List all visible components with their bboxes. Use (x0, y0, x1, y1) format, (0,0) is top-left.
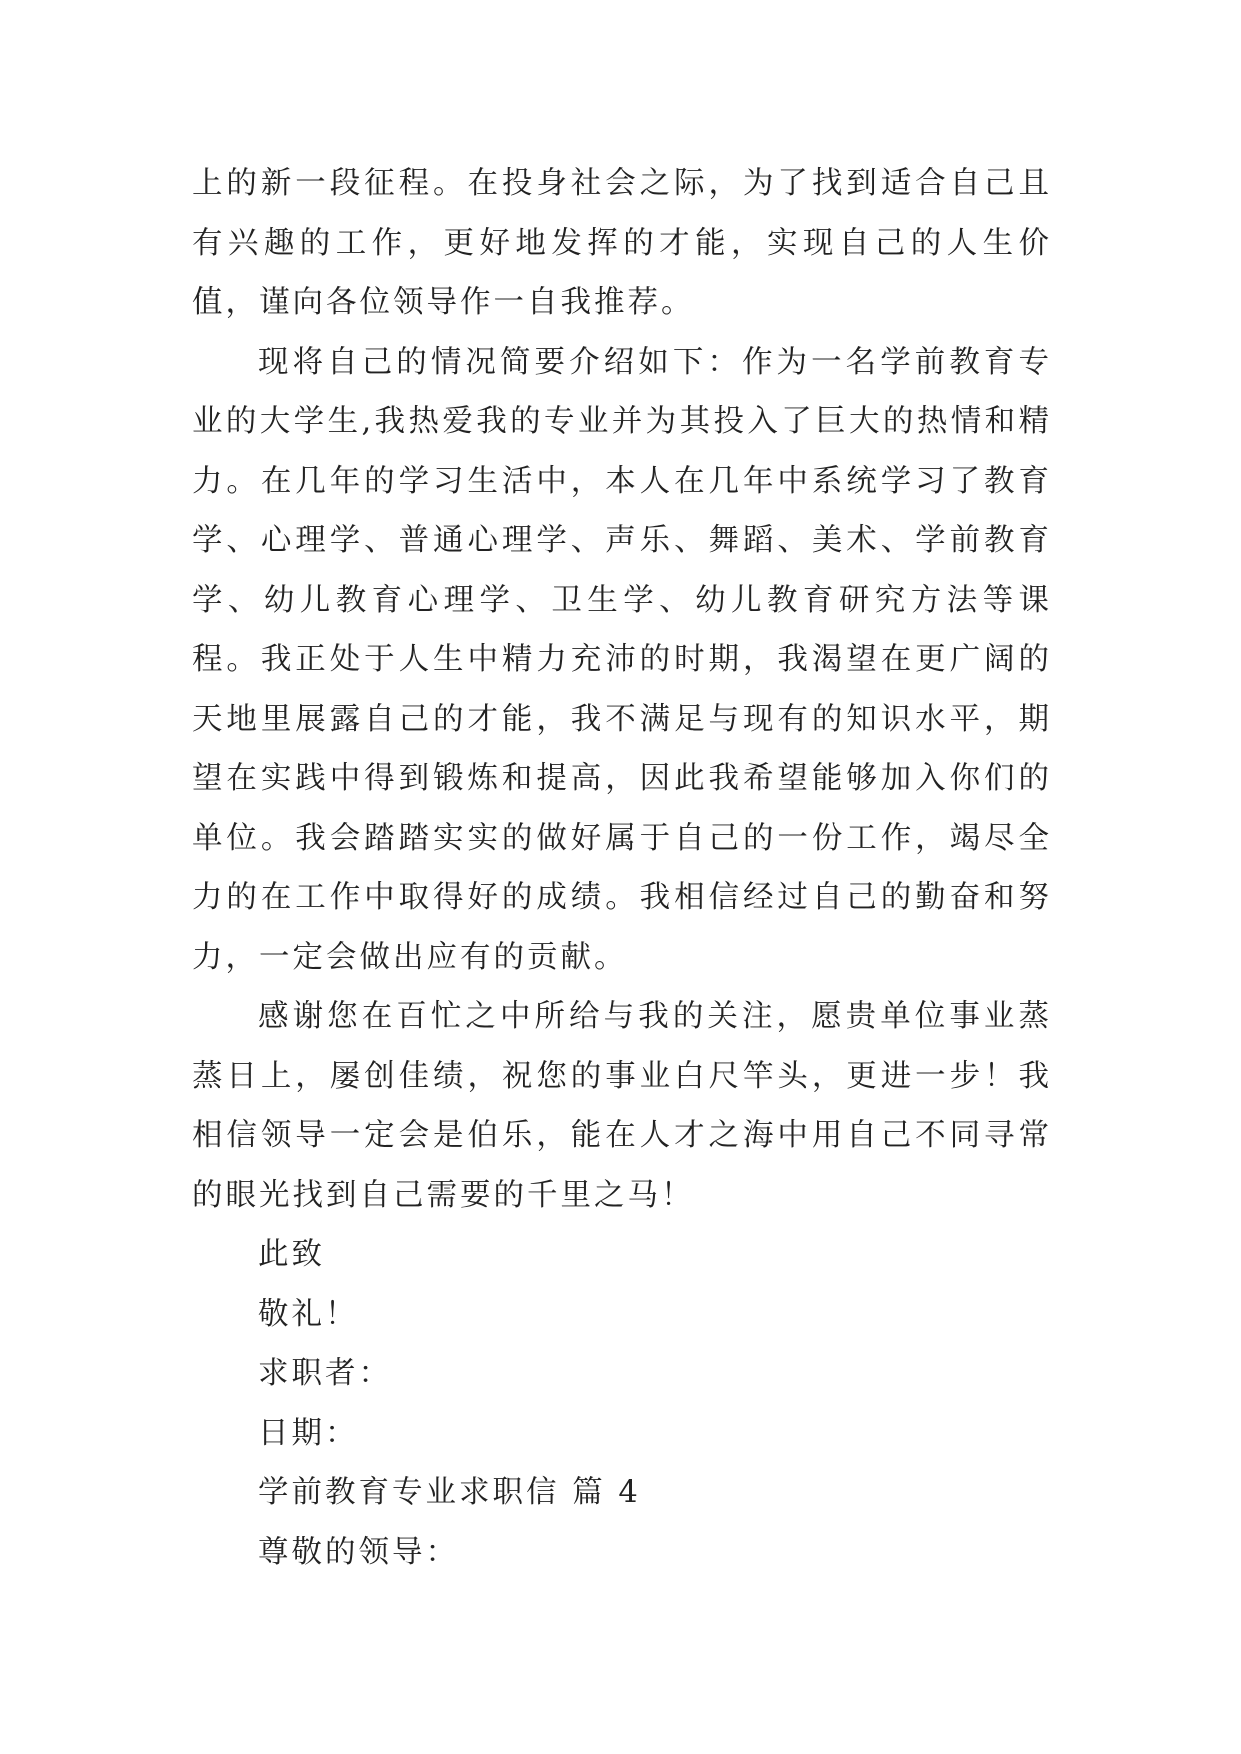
closing-regards-1: 此致 (258, 1237, 325, 1272)
section-title: 学前教育专业求职信 篇 4 (258, 1475, 641, 1510)
salutation: 尊敬的领导： (258, 1534, 459, 1570)
paragraph-thanks: 感谢您在百忙之中所给与我的关注，愿贵单位事业蒸蒸日上，屡创佳绩，祝您的事业白尺竿头，更进一步！我相信领导一定会是伯乐，能在人才之海中用自己不同寻常的眼光找到自己需要的千里之马！ (192, 999, 1052, 1213)
applicant-signature-label: 求职者： (258, 1356, 392, 1391)
date-label: 日期： (258, 1415, 359, 1451)
letter-body (192, 154, 1052, 1582)
paragraph-intro-continuation: 上的新一段征程。在投身社会之际，为了找到适合自己且有兴趣的工作，更好地发挥的才能，实现自己的人生价值，谨向各位领导作一自我推荐。 (192, 166, 1052, 320)
closing-regards-2: 敬礼！ (258, 1296, 359, 1332)
paragraph-self-introduction: 现将自己的情况简要介绍如下：作为一名学前教育专业的大学生,我热爱我的专业并为其投入了巨大的热情和精力。在几年的学习生活中，本人在几年中系统学习了教育学、心理学、普通心理学、声乐、舞蹈、美术、学前教育学、幼儿教育心理学、卫生学、幼儿教育研究方法等课程。我正处于人生中精力充沛的时期，我渴望在更广阔的天地里展露自己的才能，我不满足与现有的知识水平，期望在实践中得到锻炼和提高，因此我希望能够加入你们的单位。我会踏踏实实的做好属于自己的一份工作，竭尽全力的在工作中取得好的成绩。我相信经过自己的勤奋和努力，一定会做出应有的贡献。 (192, 344, 1052, 975)
